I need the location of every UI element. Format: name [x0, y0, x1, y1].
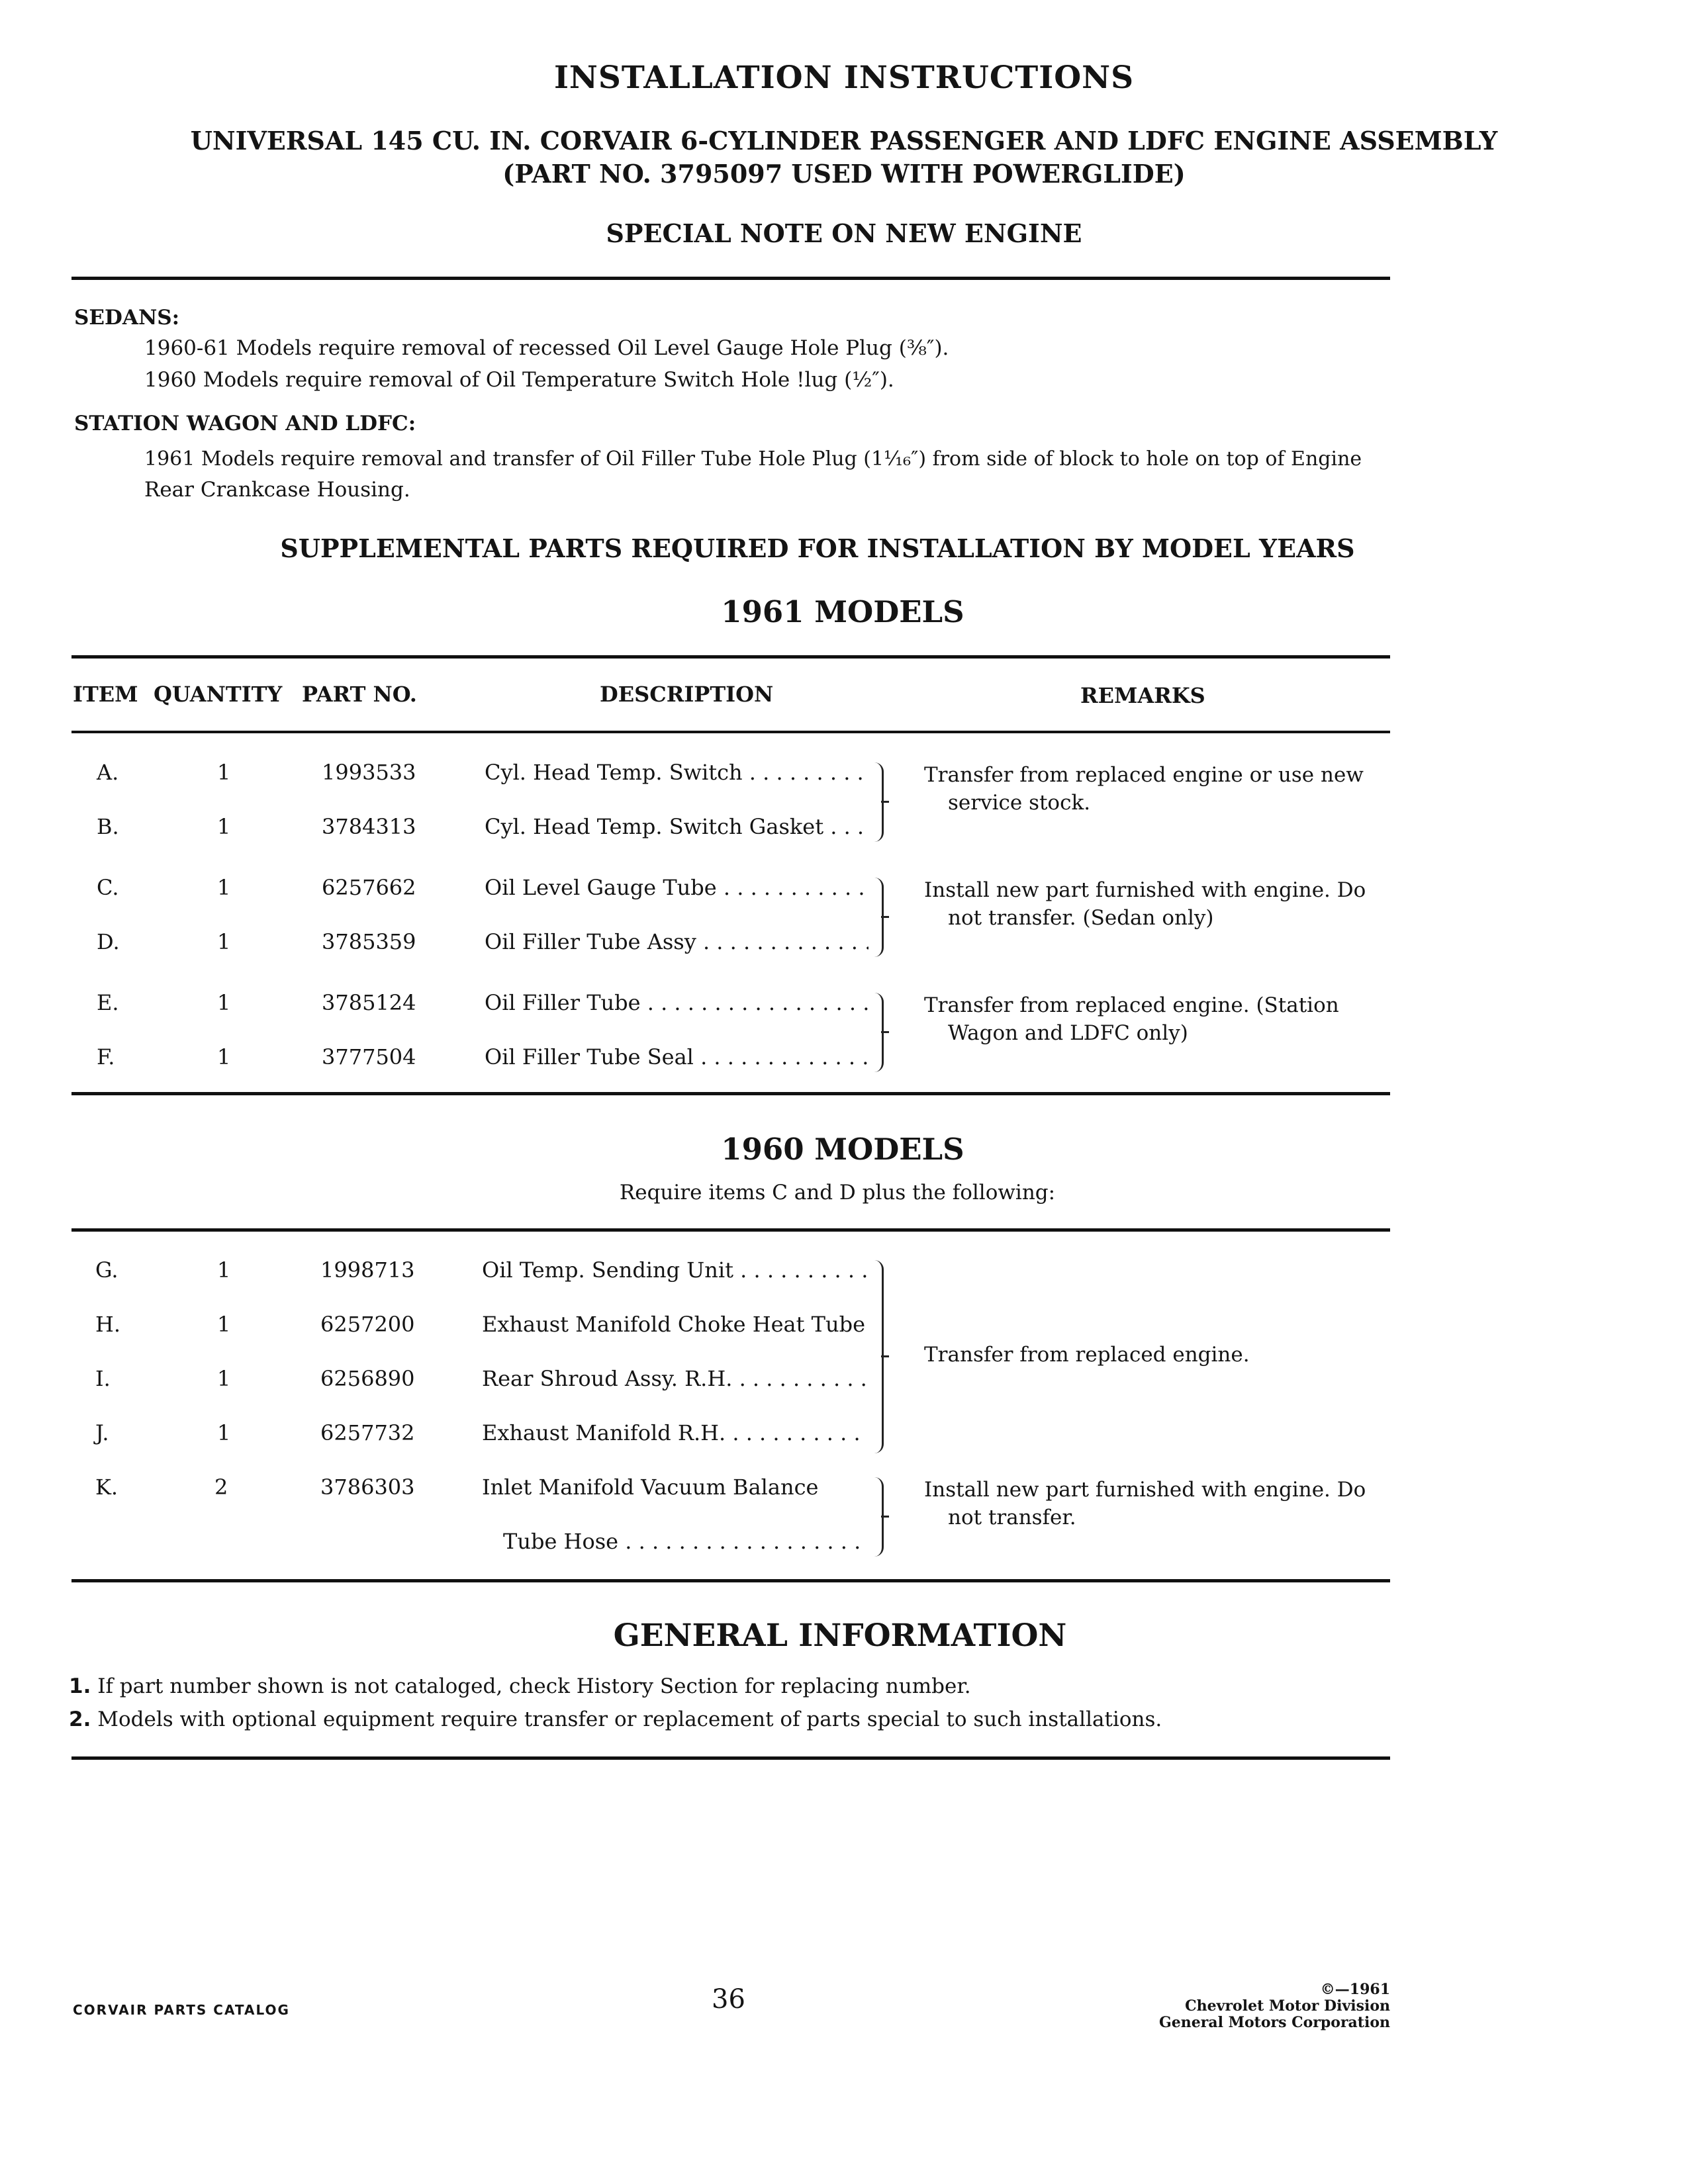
row-item: K.	[95, 1475, 118, 1500]
row-qty: 1	[217, 1420, 231, 1445]
copyright: ©—1961	[1320, 1981, 1390, 1998]
row-qty: 1	[217, 1312, 231, 1337]
row-qty: 1	[217, 760, 231, 785]
row-qty: 1	[217, 1366, 231, 1391]
row-qty: 1	[217, 990, 231, 1015]
row-description: Exhaust Manifold Choke Heat Tube . . .	[482, 1312, 868, 1337]
col-remarks: REMARKS	[1080, 683, 1205, 708]
row-qty: 1	[217, 1044, 231, 1069]
remark-line: not transfer. (Sedan only)	[948, 906, 1214, 930]
row-description: Oil Filler Tube . . .	[485, 990, 868, 1015]
catalog-name: CORVAIR PARTS CATALOG	[73, 2002, 290, 2018]
sedans-label: SEDANS:	[74, 306, 180, 330]
general-information-heading: GENERAL INFORMATION	[613, 1617, 1067, 1654]
group-brace-tip	[881, 1516, 889, 1518]
remark-line: Transfer from replaced engine. (Station	[924, 993, 1339, 1017]
divider	[71, 1579, 1390, 1582]
row-description: Oil Level Gauge Tube . . .	[485, 875, 868, 900]
row-part-no: 3786303	[320, 1475, 415, 1500]
remark-line: service stock.	[948, 791, 1091, 815]
row-part-no: 3777504	[322, 1044, 416, 1069]
special-note-heading: SPECIAL NOTE ON NEW ENGINE	[606, 218, 1082, 248]
engine-assembly-title: UNIVERSAL 145 CU. IN. CORVAIR 6-CYLINDER PASSENGER AND LDFC ENGINE ASSEMBLY	[190, 126, 1498, 156]
remark-line: not transfer.	[948, 1506, 1076, 1529]
division-name: Chevrolet Motor Division	[1185, 1997, 1390, 2015]
row-item: D.	[97, 929, 120, 954]
row-part-no: 3784313	[322, 814, 416, 839]
item-number: 2.	[69, 1707, 91, 1731]
divider	[71, 1228, 1390, 1232]
row-part-no: 6257732	[320, 1420, 415, 1445]
row-qty: 1	[217, 1257, 231, 1283]
general-info-item	[69, 1674, 971, 1698]
models-1961-heading: 1961 MODELS	[721, 594, 964, 629]
row-item: F.	[97, 1044, 115, 1069]
sedans-note-2: 1960 Models require removal of Oil Temperature Switch Hole !lug (½″).	[144, 368, 894, 392]
divider	[71, 731, 1390, 733]
remark-line: Install new part furnished with engine. Do	[924, 1478, 1366, 1502]
sedans-note-1: 1960-61 Models require removal of recessed Oil Level Gauge Hole Plug (⅜″).	[144, 336, 949, 360]
row-part-no: 3785124	[322, 990, 416, 1015]
row-description-continued: Tube Hose . . .	[503, 1529, 868, 1554]
row-part-no: 6257200	[320, 1312, 415, 1337]
row-item: J.	[95, 1420, 109, 1445]
group-brace-tip	[881, 916, 889, 918]
remark-line: Install new part furnished with engine. Do	[924, 878, 1366, 902]
supplemental-parts-heading: SUPPLEMENTAL PARTS REQUIRED FOR INSTALLATION BY MODEL YEARS	[280, 533, 1355, 563]
item-text: If part number shown is not cataloged, check History Section for replacing number.	[97, 1674, 971, 1698]
row-description: Oil Filler Tube Assy . . .	[485, 929, 868, 954]
page-title: INSTALLATION INSTRUCTIONS	[553, 60, 1135, 96]
item-text: Models with optional equipment require transfer or replacement of parts special to such installations.	[97, 1707, 1162, 1731]
row-qty: 1	[217, 875, 231, 900]
group-brace-tip	[881, 801, 889, 803]
row-item: A.	[97, 760, 119, 785]
col-part-no: PART NO.	[302, 682, 417, 707]
divider	[71, 1756, 1390, 1760]
row-item: I.	[95, 1366, 111, 1391]
divider	[71, 277, 1390, 280]
col-quantity: QUANTITY	[154, 682, 283, 707]
row-part-no: 1998713	[320, 1257, 415, 1283]
remark-line: Transfer from replaced engine or use new	[924, 763, 1364, 787]
remark-install-new	[924, 876, 1389, 932]
row-item: G.	[95, 1257, 118, 1283]
group-brace-tip	[881, 1355, 889, 1357]
row-qty: 2	[214, 1475, 228, 1500]
corporation-name: General Motors Corporation	[1158, 2014, 1390, 2031]
remark-transfer-station-wagon	[924, 991, 1389, 1047]
remark-line: Wagon and LDFC only)	[948, 1021, 1188, 1045]
models-1960-subheading: Require items C and D plus the following:	[619, 1181, 1056, 1205]
publisher-block	[1159, 1981, 1390, 2031]
row-description: Exhaust Manifold R.H. . . .	[482, 1420, 868, 1445]
models-1960-heading: 1960 MODELS	[721, 1132, 964, 1167]
remark-install-new	[924, 1476, 1389, 1531]
row-qty: 1	[217, 929, 231, 954]
row-item: B.	[97, 814, 119, 839]
row-description: Inlet Manifold Vacuum Balance	[482, 1475, 819, 1500]
wagon-note-2: Rear Crankcase Housing.	[144, 478, 410, 502]
row-item: H.	[95, 1312, 121, 1337]
col-item: ITEM	[73, 682, 138, 707]
remark-transfer-or-new	[924, 761, 1389, 817]
row-part-no: 6256890	[320, 1366, 415, 1391]
part-number-subtitle: (PART NO. 3795097 USED WITH POWERGLIDE)	[502, 159, 1186, 189]
group-brace-tip	[881, 1031, 889, 1033]
col-description: DESCRIPTION	[600, 682, 774, 707]
divider	[71, 1092, 1390, 1095]
row-part-no: 6257662	[322, 875, 416, 900]
row-description: Cyl. Head Temp. Switch Gasket . . .	[485, 814, 868, 839]
wagon-label: STATION WAGON AND LDFC:	[74, 412, 416, 435]
row-qty: 1	[217, 814, 231, 839]
row-part-no: 1993533	[322, 760, 416, 785]
row-description: Oil Temp. Sending Unit . . .	[482, 1257, 868, 1283]
row-description: Cyl. Head Temp. Switch . . .	[485, 760, 868, 785]
row-description: Oil Filler Tube Seal . . .	[485, 1044, 868, 1069]
row-item: E.	[97, 990, 119, 1015]
wagon-note-1: 1961 Models require removal and transfer of Oil Filler Tube Hole Plug (1¹⁄₁₆″) from side of block to hole on top of Engine	[144, 447, 1362, 471]
general-info-item	[69, 1707, 1162, 1731]
row-description: Rear Shroud Assy. R.H. . . .	[482, 1366, 868, 1391]
page-number: 36	[712, 1984, 745, 2015]
remark-transfer	[924, 1341, 1389, 1369]
item-number: 1.	[69, 1674, 91, 1698]
row-part-no: 3785359	[322, 929, 416, 954]
divider	[71, 655, 1390, 659]
remark-line: Transfer from replaced engine.	[924, 1343, 1250, 1367]
row-item: C.	[97, 875, 119, 900]
